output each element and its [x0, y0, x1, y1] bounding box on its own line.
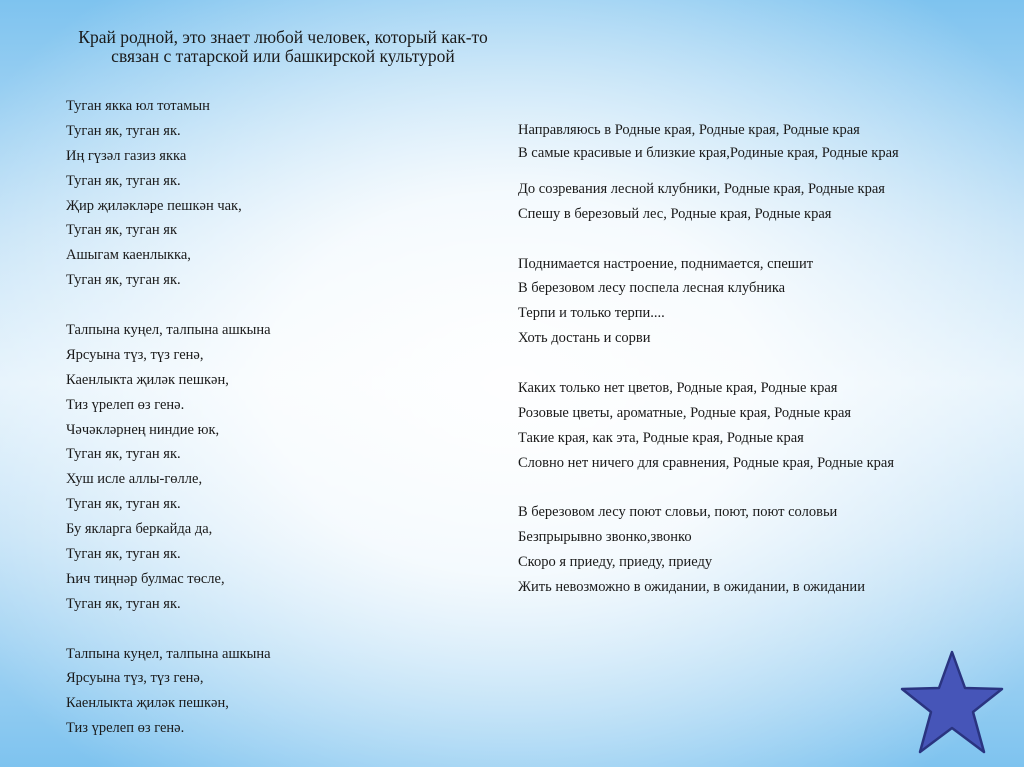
lyric-line: Каенлыкта җиләк пешкән,	[66, 695, 229, 712]
translation-line: Спешу в березовый лес, Родные края, Родные края	[518, 205, 832, 222]
translation-line: Словно нет ничего для сравнения, Родные края, Родные края	[518, 454, 895, 471]
translation-line: Розовые цветы, ароматные, Родные края, Родные края	[518, 404, 852, 421]
translation-line: В березовом лесу поспела лесная клубника	[518, 280, 786, 297]
translation-line: Скоро я приеду, приеду, приеду	[518, 554, 713, 571]
stanza-gap	[518, 476, 968, 501]
lyric-line: Каенлыкта җиләк пешкән,	[66, 371, 229, 388]
translation-line: Жить невозможно в ожидании, в ожидании, в ожидании	[518, 579, 865, 596]
translation-line: Направляюсь в Родные края, Родные края, Родные края	[518, 122, 860, 138]
stanza-gap	[518, 351, 968, 376]
stanza-gap	[518, 227, 968, 252]
lyric-line: Җир җиләкләре пешкән чак,	[66, 197, 242, 214]
lyric-line: Чәчәкләрнең ниндие юк,	[66, 421, 220, 438]
stanza-gap	[66, 617, 466, 642]
lyric-line: Талпына куңел, талпына ашкына	[66, 645, 271, 662]
lyric-line: Туган якка юл тотамын	[66, 98, 210, 114]
lyric-line: Туган як, туган як.	[66, 496, 181, 513]
lyric-line: Туган як, туган як.	[66, 446, 181, 463]
lyric-line: Туган як, туган як	[66, 222, 177, 239]
translation-line: Хоть достань и сорви	[518, 330, 651, 347]
tatar-lyrics-column	[66, 94, 466, 741]
stanza-gap	[66, 293, 466, 318]
translation-line: Каких только нет цветов, Родные края, Родные края	[518, 380, 838, 397]
star-icon	[898, 648, 1006, 758]
lyric-line: Тиз үрелеп өз генә.	[66, 396, 185, 413]
lyric-line: Һич тиңнәр булмас төсле,	[66, 570, 225, 587]
translation-line: Такие края, как эта, Родные края, Родные края	[518, 429, 804, 446]
translation-line: Терпи и только терпи....	[518, 305, 665, 322]
translation-line: В березовом лесу поют словьи, поют, поют соловьи	[518, 504, 838, 521]
lyric-line: Иң гүзәл газиз якка	[66, 147, 187, 164]
translation-line: Поднимается настроение, поднимается, спешит	[518, 255, 814, 272]
lyric-line: Ярсуына түз, түз генә,	[66, 670, 204, 687]
lyric-line: Туган як, туган як.	[66, 122, 181, 139]
lyric-line: Туган як, туган як.	[66, 595, 181, 612]
lyric-line: Ярсуына түз, түз генә,	[66, 346, 204, 363]
slide-title: Край родной, это знает любой человек, который как-то связан с татарской или башкирской культурой	[78, 27, 488, 66]
translation-line: Безпрырывно звонко,звонко	[518, 529, 692, 546]
lyric-line: Туган як, туган як.	[66, 546, 181, 563]
lyric-line: Тиз үрелеп өз генә.	[66, 720, 185, 737]
lyric-line: Хуш исле аллы-гөлле,	[66, 471, 203, 488]
lyric-line: Туган як, туган як.	[66, 172, 181, 189]
lyric-line: Талпына куңел, талпына ашкына	[66, 322, 271, 339]
russian-translation-column	[518, 118, 968, 600]
lyric-line: Туган як, туган як.	[66, 272, 181, 289]
translation-line: До созревания лесной клубники, Родные края, Родные края	[518, 180, 885, 197]
lyric-line: Ашыгам каенлыкка,	[66, 247, 191, 264]
translation-line: В самые красивые и близкие края,Родиные края, Родные края	[518, 144, 899, 161]
lyric-line: Бу якларга беркайда да,	[66, 521, 213, 538]
